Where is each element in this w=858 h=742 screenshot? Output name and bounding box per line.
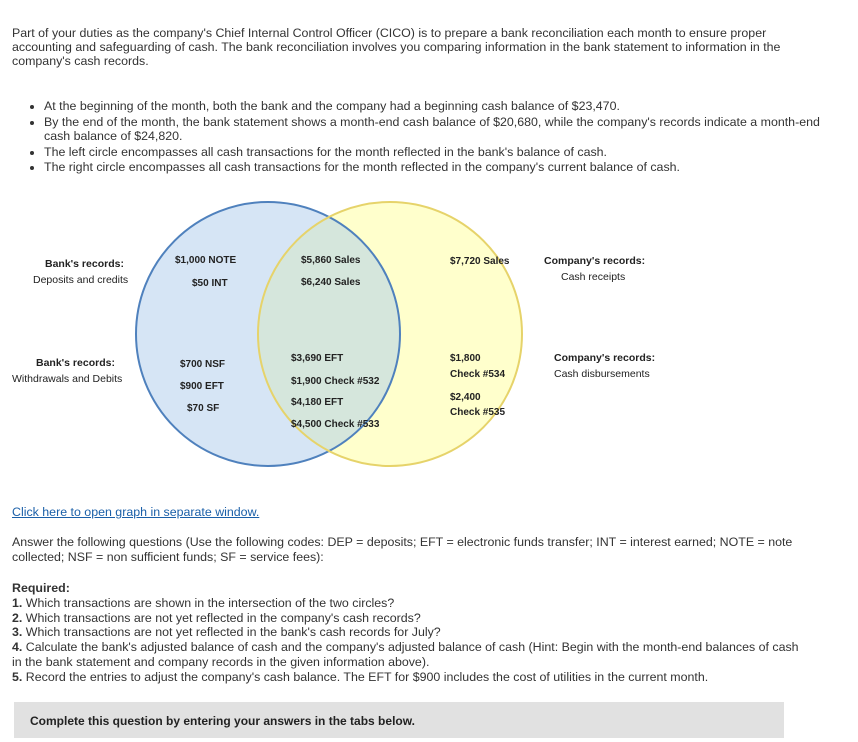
intersection-item: $4,500 Check #533: [291, 419, 380, 430]
company-disbursements-subtitle: Cash disbursements: [554, 368, 650, 380]
company-only-item: $1,800: [450, 353, 481, 364]
item-text: Record the entries to adjust the company's cash balance. The EFT for $900 includes the cost of utilities in the current month.: [25, 669, 709, 684]
required-item: [12, 625, 802, 640]
intersection-item: $1,900 Check #532: [291, 376, 380, 387]
company-only-item: Check #535: [450, 407, 506, 418]
bank-deposits-subtitle: Deposits and credits: [33, 274, 129, 286]
required-item: [12, 670, 802, 685]
bank-only-item: $70 SF: [187, 403, 220, 414]
item-number: 4.: [12, 640, 23, 655]
required-item: [12, 640, 802, 670]
intro-paragraph: Part of your duties as the company's Chief Internal Control Officer (CICO) is to prepare a bank reconciliation each month to ensure proper accounting and safeguarding of cash. The bank reconciliation involves you comparing information in the bank statement to information in the company's cash records.: [12, 26, 781, 68]
required-item: [12, 596, 802, 611]
open-graph-link[interactable]: Click here to open graph in separate window.: [12, 505, 260, 519]
intersection-item: $3,690 EFT: [291, 353, 344, 364]
intersection-item: $4,180 EFT: [291, 397, 344, 408]
bank-deposits-title: Bank's records:: [45, 258, 124, 270]
bank-only-item: $50 INT: [192, 278, 228, 289]
banner-text: Complete this question by entering your answers in the tabs below.: [30, 714, 415, 728]
company-disbursements-title: Company's records:: [554, 352, 656, 364]
complete-question-banner: [14, 702, 784, 738]
given-info-list: [10, 99, 844, 176]
item-text: Which transactions are not yet reflected in the company's cash records?: [25, 610, 421, 625]
list-item: • At the beginning of the month, both the bank and the company had a beginning cash balance of $23,470.: [44, 99, 844, 114]
list-item: • The right circle encompasses all cash transactions for the month reflected in the company's current balance of cash.: [44, 160, 844, 175]
bank-only-item: $1,000 NOTE: [175, 255, 237, 266]
bank-only-item: $700 NSF: [180, 359, 226, 370]
answer-instructions: Answer the following questions (Use the following codes: DEP = deposits; EFT = electronic funds transfer; INT = interest earned; NOTE = note collected; NSF = non sufficient funds; SF = service fees):: [12, 535, 793, 564]
company-only-item: $7,720 Sales: [450, 256, 510, 267]
company-only-item: Check #534: [450, 369, 506, 380]
company-receipts-subtitle: Cash receipts: [561, 271, 626, 283]
item-number: 5.: [12, 669, 23, 684]
item-number: 3.: [12, 625, 23, 640]
item-number: 1.: [12, 595, 23, 610]
company-only-item: $2,400: [450, 392, 481, 403]
list-item: • The left circle encompasses all cash transactions for the month reflected in the bank's balance of cash.: [44, 145, 844, 160]
list-item: • By the end of the month, the bank statement shows a month-end cash balance of $20,680, while the company's records indicate a month-end cash balance of $24,820.: [44, 115, 844, 144]
bank-withdrawals-title: Bank's records:: [36, 357, 115, 369]
required-item: [12, 611, 802, 626]
required-heading: Required:: [12, 581, 70, 595]
item-text: Calculate the bank's adjusted balance of cash and the company's adjusted balance of cash (Hint: Begin with the month-end balances of cash in the bank statement and company records in the given information above).: [12, 640, 799, 669]
venn-diagram: [0, 185, 858, 495]
item-text: Which transactions are not yet reflected in the bank's cash records for July?: [25, 625, 441, 640]
bank-only-item: $900 EFT: [180, 381, 224, 392]
intersection-item: $6,240 Sales: [301, 277, 361, 288]
company-receipts-title: Company's records:: [544, 255, 646, 267]
bank-withdrawals-subtitle: Withdrawals and Debits: [12, 373, 123, 385]
intersection-item: $5,860 Sales: [301, 255, 361, 266]
item-text: Which transactions are shown in the intersection of the two circles?: [25, 595, 395, 610]
item-number: 2.: [12, 610, 23, 625]
required-section: [12, 581, 802, 685]
